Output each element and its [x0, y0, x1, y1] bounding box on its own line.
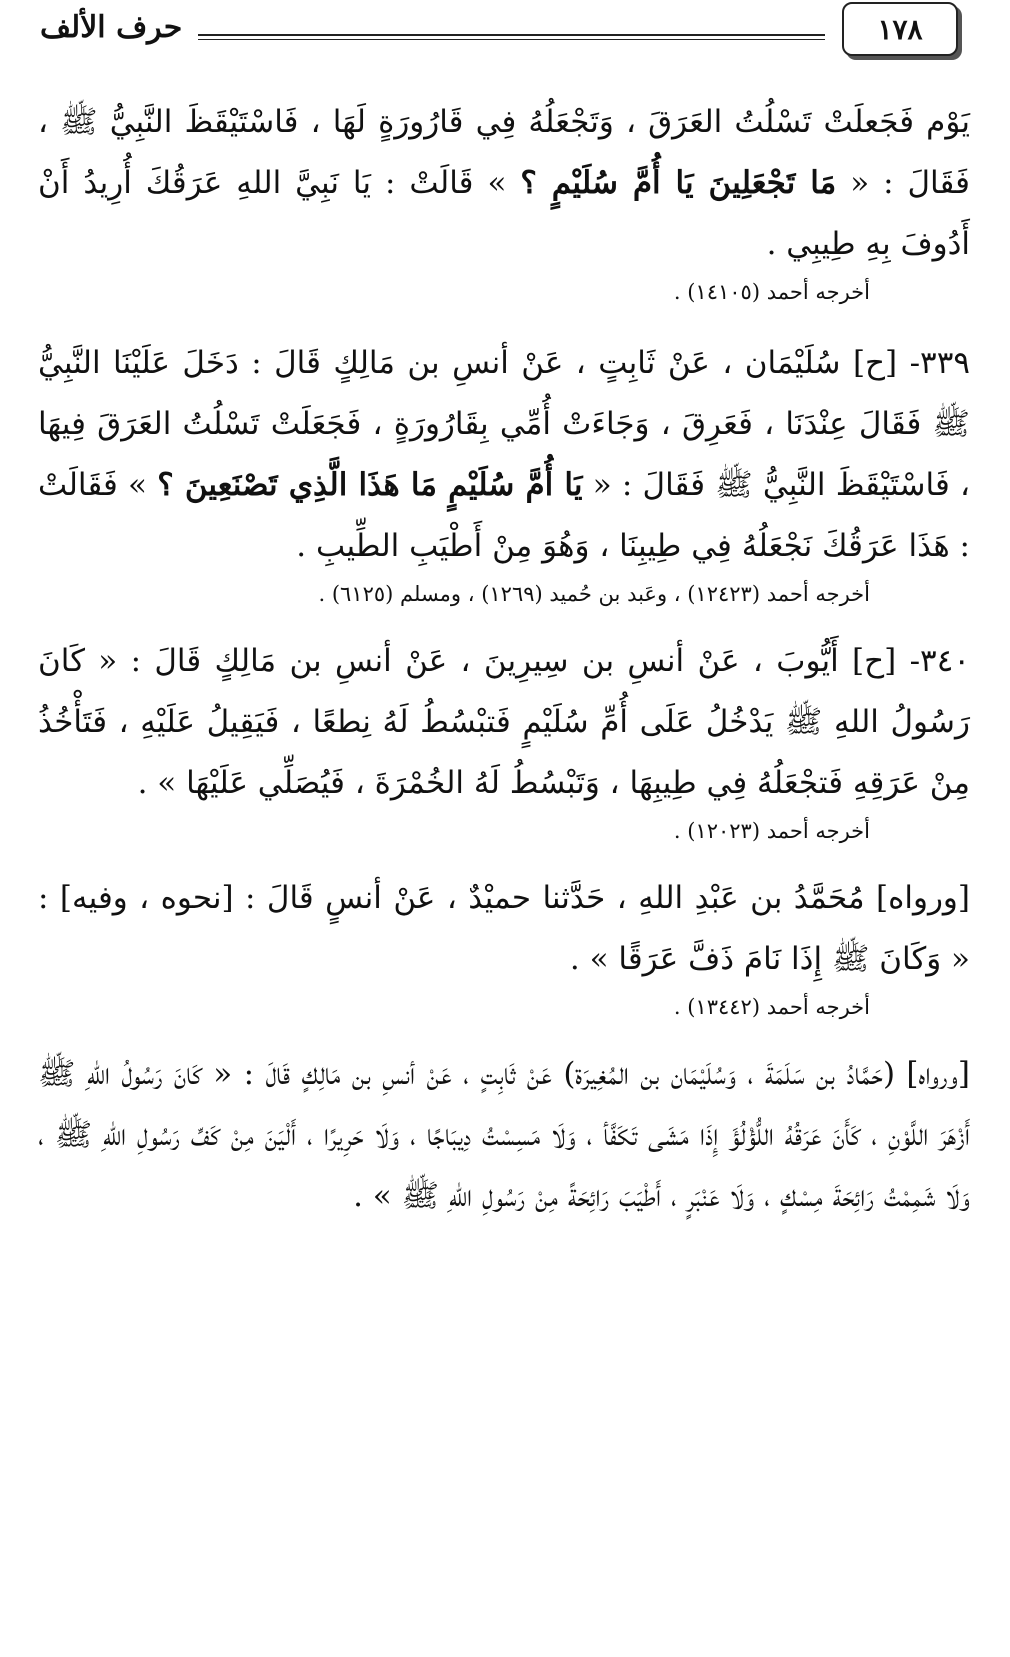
header-rule [198, 34, 825, 40]
hadith-continuation [38, 92, 970, 275]
page-number: ١٧٨ [877, 12, 923, 46]
hadith-339 [38, 333, 970, 577]
source-reference: أخرجه أحمد (١٣٤٤٢) . [673, 995, 870, 1019]
hadith-text: » قَالَتْ : يَا نَبِيَّ اللهِ عَرَقُكَ أُرِيدُ أَنْ أَدُوفَ بِهِ طِيبِي . [38, 165, 970, 262]
page-number-box [842, 2, 958, 56]
narration-variant-1: [ورواه] مُحَمَّدُ بن عَبْدِ اللهِ ، حَدَّثنا حميْدٌ ، عَنْ أنسٍ قَالَ : [نحوه ، وفيه] : « وَكَانَ ﷺ إِذَا نَامَ ذَفَّ عَرَقًا » . [38, 880, 970, 977]
page-header [0, 0, 1010, 70]
hadith-quote: مَا تَجْعَلِينَ يَا أُمَّ سُلَيْمٍ ؟ [520, 165, 837, 201]
source-reference: أخرجه أحمد (١٢٠٢٣) . [673, 819, 870, 843]
hadith-text: » فَقَالَتْ : هَذَا عَرَقُكَ نَجْعَلُهُ فِي طِيبِنَا ، وَهُوَ مِنْ أَطْيَبِ الطِّيبِ . [38, 467, 970, 564]
hadith-text: يَوْم فَجَعلَتْ تَسْلُتُ العَرَقَ ، وَتَجْعَلُهُ فِي قَارُورَةٍ لَهَا ، فَاسْتَيْقَظَ النَّبِيُّ ﷺ ، فَقَالَ : « [38, 104, 970, 201]
page-content [38, 92, 970, 1227]
hadith-340: ٣٤٠- [ح] أَيُّوبَ ، عَنْ أنسِ بن سِيرِينَ ، عَنْ أنسِ بن مَالِكٍ قَالَ : « كَانَ رَسُولُ اللهِ ﷺ يَدْخُلُ عَلَى أُمِّ سُلَيْمٍ فَتبْسُطُ لَهُ نِطعًا ، فَيَقِيلُ عَلَيْهِ ، فَتَأْخُذُ مِنْ عَرَقِهِ فَتجْعَلُهُ فِي طِيبِهَا ، وَتَبْسُطُ لَهُ الخُمْرَةَ ، فَيُصَلِّي عَلَيْهَا » . [38, 643, 970, 801]
source-reference: أخرجه أحمد (١٢٤٢٣) ، وعَبد بن حُميد (١٢٦٩) ، ومسلم (٦١٢٥) . [318, 582, 870, 606]
hadith-quote: يَا أُمَّ سُلَيْمٍ مَا هَذَا الَّذِي تَصْنَعِينَ ؟ [157, 467, 583, 503]
hadith-text: ٣٣٩- [ح] سُلَيْمَان ، عَنْ ثَابِتٍ ، عَنْ أنسِ بن مَالِكٍ قَالَ : دَخَلَ عَلَيْنَا النَّبِيُّ ﷺ فَقَالَ عِنْدَنَا ، فَعَرِقَ ، وَجَاءَتْ أُمِّي بِقَارُورَةٍ ، فَجَعَلَتْ تَسْلُتُ العَرَقَ فِيهَا ، فَاسْتَيْقَظَ النَّبِيُّ ﷺ فَقَالَ : « [38, 345, 971, 503]
running-title: حرف الألف [40, 10, 183, 45]
source-reference: أخرجه أحمد (١٤١٠٥) . [673, 280, 870, 304]
narration-variant-2: [ورواه] (حَمَّادُ بن سَلَمَةَ ، وَسُلَيْمَان بن المُغِيرَة) عَنْ ثَابِتٍ ، عَنْ أنسِ بن مَالِكٍ قَالَ : « كَانَ رَسُولُ اللهِ ﷺ أَزْهَرَ اللَّوْنِ ، كَأَنَ عَرَقُهُ اللُّؤْلُؤَ إِذَا مَشَى تَكَفَّأ ، وَلَا مَسِسْتُ دِيبَاجًا ، وَلَا حَرِيرًا ، أَلْيَنَ مِنْ كَفِّ رَسُولِ اللهِ ﷺ ، وَلَا شَمِمْتُ رَائِحَةَ مِسْكٍ ، وَلَا عَنْبَرٍ ، أَطْيَبَ رَائِحَةً مِنْ رَسُولِ اللهِ ﷺ » . [38, 1056, 970, 1214]
